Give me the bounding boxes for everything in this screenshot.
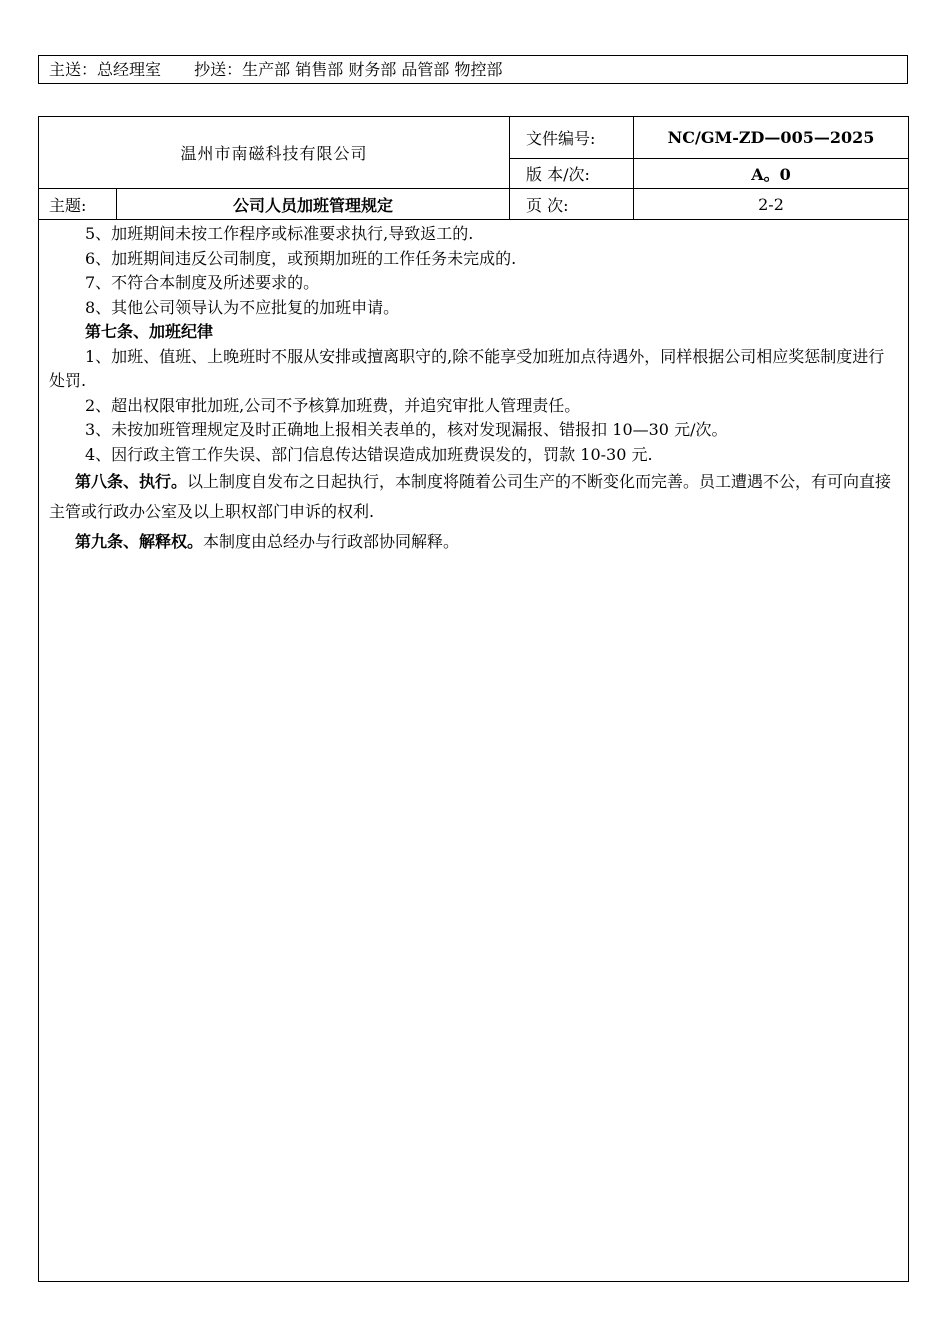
- doc-number-label: 文件编号:: [510, 117, 634, 159]
- list-item: 8、其他公司领导认为不应批复的加班申请。: [85, 297, 400, 317]
- distribution-line: [38, 55, 908, 84]
- subject-value: 公司人员加班管理规定: [117, 189, 510, 220]
- version-label: 版 本/次:: [510, 159, 634, 189]
- article-9-text: 本制度由总经办与行政部协同解释。: [203, 532, 460, 551]
- doc-number-value: NC/GM-ZD—005—2025: [634, 117, 909, 159]
- company-name: 温州市南磁科技有限公司: [39, 117, 510, 189]
- document-header-table: [38, 116, 909, 220]
- to-label: 主送：: [49, 60, 98, 79]
- article-8: [49, 467, 900, 527]
- list-item: 4、因行政主管工作失误、部门信息传达错误造成加班费误发的，罚款 10-30 元.: [85, 444, 653, 464]
- page-value: 2-2: [634, 189, 909, 220]
- list-item: 6、加班期间违反公司制度，或预期加班的工作任务未完成的.: [85, 248, 517, 268]
- document-body: [39, 222, 908, 557]
- document-frame: [38, 116, 909, 1282]
- version-value: A。0: [634, 159, 909, 189]
- article-9-title: 第九条、解释权。: [75, 532, 204, 551]
- article-8-title: 第八条、执行。: [75, 472, 188, 491]
- article-7-heading: 第七条、加班纪律: [85, 322, 214, 341]
- list-item: 2、超出权限审批加班,公司不予核算加班费，并追究审批人管理责任。: [85, 395, 581, 415]
- to-value: 总经理室: [97, 60, 162, 79]
- cc-label: 抄送：: [194, 60, 243, 79]
- list-item: 7、不符合本制度及所述要求的。: [85, 273, 320, 292]
- cc-value: 生产部 销售部 财务部 品管部 物控部: [242, 60, 503, 79]
- article-8-text: 以上制度自发布之日起执行，本制度将随着公司生产的不断变化而完善。员工遭遇不公，有可向直接主管或行政办公室及以上职权部门申诉的权利.: [49, 472, 892, 521]
- list-item: 1、加班、值班、上晚班时不服从安排或擅离职守的,除不能享受加班加点待遇外，同样根据公司相应奖惩制度进行处罚.: [49, 346, 885, 390]
- page-label: 页 次:: [510, 189, 634, 220]
- article-9: [49, 527, 900, 557]
- list-item: 5、加班期间未按工作程序或标准要求执行,导致返工的.: [85, 224, 474, 243]
- subject-label: 主题:: [39, 189, 117, 220]
- list-item: 3、未按加班管理规定及时正确地上报相关表单的，核对发现漏报、错报扣 10—30 元/次。: [85, 420, 728, 439]
